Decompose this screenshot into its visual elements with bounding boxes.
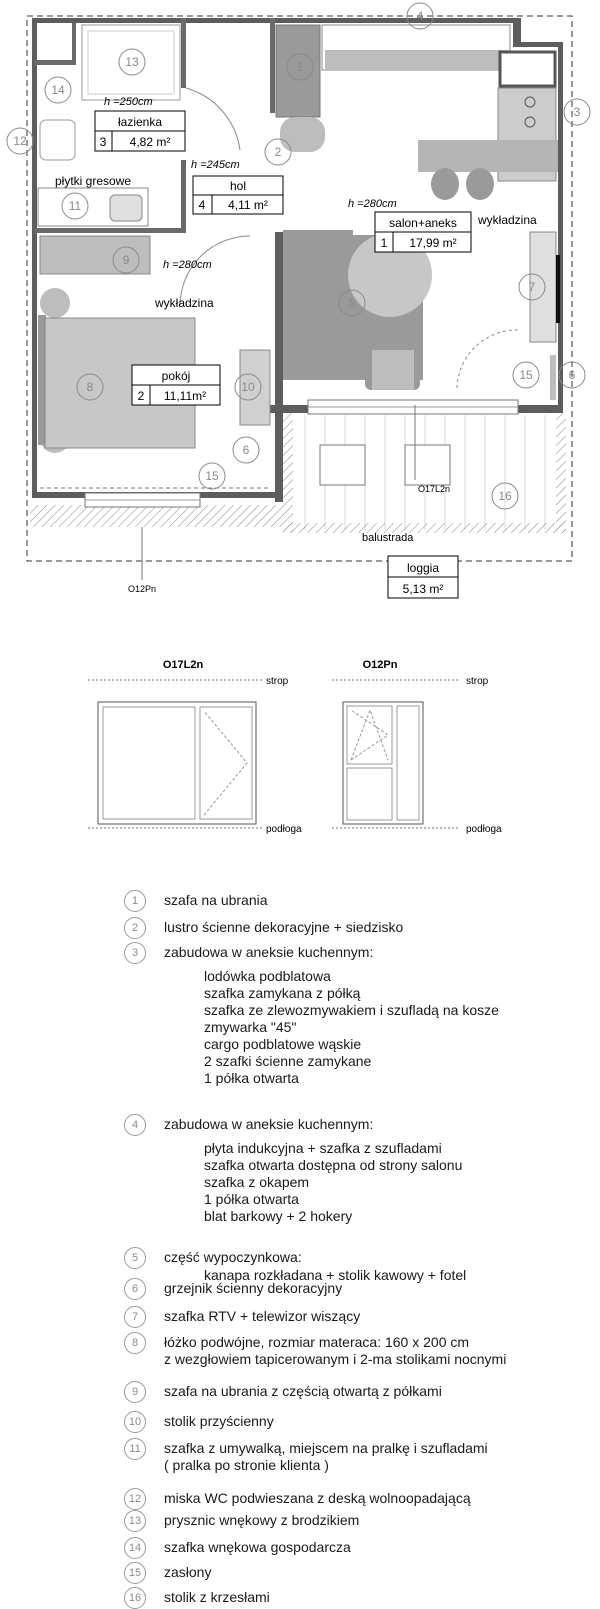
balustrade-hatch-bottom: [283, 523, 566, 533]
legend-text: zabudowa w aneksie kuchennym:: [164, 944, 374, 960]
elev-right-strop: strop: [466, 676, 489, 687]
marker-13: 13: [125, 55, 139, 69]
room-num-hol: 4: [198, 198, 206, 212]
balustrade-label: balustrada: [362, 532, 414, 544]
marker-10: 10: [241, 380, 255, 394]
legend-number: 7: [124, 1306, 146, 1328]
height-salon: h =280cm: [348, 198, 397, 210]
bar-counter: [418, 140, 558, 172]
bar-stool-2: [466, 168, 494, 200]
legend-subitem: szafka otwarta dostępna od strony salonu: [204, 1157, 463, 1173]
marker-5: 5: [348, 296, 356, 310]
marker-1: 1: [296, 60, 304, 74]
elev-right-title: O12Pn: [362, 659, 398, 671]
loggia-chair-2: [405, 445, 450, 485]
legend-subitem: szafka z okapem: [204, 1174, 310, 1190]
legend-text: lustro ścienne dekoracyjne + siedzisko: [164, 919, 404, 935]
legend-text: szafa na ubrania: [164, 892, 268, 908]
legend-number: 8: [124, 1332, 146, 1354]
legend-number: 1: [124, 890, 146, 912]
room-area-lazienka: 4,82 m²: [129, 135, 171, 149]
marker-12: 12: [13, 134, 27, 148]
marker-16: 16: [498, 489, 512, 503]
legend-text: zasłony: [164, 1564, 212, 1580]
legend-subitem: blat barkowy + 2 hokery: [204, 1208, 353, 1224]
legend-number: 9: [124, 1381, 146, 1403]
radiator: [550, 355, 556, 400]
room-name-pokoj: pokój: [161, 369, 191, 383]
legend-subitem: 1 półka otwarta: [204, 1191, 299, 1207]
elev-right-podloga: podłoga: [466, 824, 502, 835]
legend-number: 13: [124, 1510, 146, 1532]
legend-number: 14: [124, 1537, 146, 1559]
marker-2: 2: [274, 145, 282, 159]
elev-left-strop: strop: [266, 676, 289, 687]
legend-text: prysznic wnękowy z brodzikiem: [164, 1512, 360, 1528]
legend-number: 3: [124, 942, 146, 964]
legend-number: 15: [124, 1562, 146, 1584]
legend-subitem: szafka ze zlewozmywakiem i szufladą na kosze: [204, 1002, 499, 1018]
bar-stool-1: [431, 168, 459, 200]
legend-number: 12: [124, 1488, 146, 1510]
balustrade-hatch-left: [283, 413, 293, 533]
legend-text: szafka z umywalką, miejscem na pralkę i szufladami: [164, 1440, 488, 1456]
balustrade-hatch-right: [556, 413, 566, 533]
legend-subitem: ( pralka po stronie klienta ): [164, 1457, 329, 1473]
kitchen-counter: [325, 50, 510, 70]
room-area-salon: 17,99 m²: [409, 236, 457, 250]
room-num-pokoj: 2: [137, 389, 145, 403]
marker-6-radiator: 6: [568, 368, 576, 382]
door-loggia: [457, 330, 520, 388]
tv: [556, 255, 560, 323]
marker-8: 8: [86, 380, 94, 394]
legend-subitem: zmywarka "45": [204, 1019, 297, 1035]
legend-text: szafka wnękowa gospodarcza: [164, 1539, 351, 1555]
legend-number: 10: [124, 1411, 146, 1433]
legend-subitem: szafka zamykana z półką: [204, 985, 361, 1001]
marker-11: 11: [68, 199, 82, 213]
legend-text: szafa na ubrania z częścią otwartą z półkami: [164, 1383, 442, 1399]
legend-subitem: lodówka podblatowa: [204, 968, 331, 984]
marker-7: 7: [528, 280, 536, 294]
legend-text: zabudowa w aneksie kuchennym:: [164, 1116, 374, 1132]
legend-subitem: kanapa rozkładana + stolik kawowy + fotel: [204, 1267, 467, 1283]
marker-9: 9: [122, 253, 130, 267]
nightstand-1: [40, 288, 70, 318]
room-num-lazienka: 3: [99, 135, 107, 149]
marker-6-bedroom: 6: [242, 443, 250, 457]
legend-number: 2: [124, 917, 146, 939]
legend-subitem: 1 półka otwarta: [204, 1070, 299, 1086]
legend-text: stolik przyścienny: [164, 1413, 274, 1429]
marker-4: 4: [416, 9, 424, 23]
legend-text: grzejnik ścienny dekoracyjny: [164, 1280, 343, 1296]
legend-subitem: cargo podblatowe wąskie: [204, 1036, 362, 1052]
legend-text: miska WC podwieszana z deską wolnoopadającą: [164, 1490, 471, 1506]
legend-subitem: płyta indukcyjna + szafka z szufladami: [204, 1140, 442, 1156]
legend-text: łóżko podwójne, rozmiar materaca: 160 x 200 cm: [164, 1334, 470, 1350]
mirror-seat: [280, 117, 325, 152]
washbasin-bowl: [110, 195, 142, 221]
legend-subitem: z wezgłowiem tapicerowanym i 2-ma stolikami nocnymi: [164, 1351, 507, 1367]
legend-number: 4: [124, 1114, 146, 1136]
floor-pokoj: wykładzina: [155, 296, 214, 310]
height-lazienka: h =250cm: [104, 96, 153, 108]
kitchen-corner: [500, 52, 555, 86]
marker-3: 3: [573, 105, 581, 119]
window-label-large: O17L2n: [418, 484, 451, 494]
marker-15-salon: 15: [519, 368, 533, 382]
elev-left-frame: [98, 702, 256, 824]
legend-number: 6: [124, 1278, 146, 1300]
legend-number: 11: [124, 1438, 146, 1460]
elev-left-podloga: podłoga: [266, 824, 302, 835]
room-area-loggia: 5,13 m²: [402, 582, 444, 596]
height-hol: h =245cm: [191, 159, 240, 171]
legend-text: stolik z krzesłami: [164, 1589, 270, 1605]
window-label-small: O12Pn: [127, 584, 157, 594]
armchair-seat: [372, 350, 414, 390]
room-name-loggia: loggia: [406, 561, 440, 575]
floor-salon: wykładzina: [478, 213, 537, 227]
legend-text: szafka RTV + telewizor wiszący: [164, 1308, 361, 1324]
room-area-pokoj: 11,11m²: [163, 389, 207, 403]
marker-14: 14: [51, 83, 65, 97]
legend: [0, 890, 600, 1608]
legend-text: część wypoczynkowa:: [164, 1249, 302, 1265]
legend-number: 5: [124, 1247, 146, 1269]
room-name-lazienka: łazienka: [117, 115, 163, 129]
loggia-chair-1: [320, 445, 365, 485]
legend-subitem: 2 szafki ścienne zamykane: [204, 1053, 372, 1069]
elev-left-title: O17L2n: [162, 659, 204, 671]
marker-15-bedroom: 15: [205, 469, 219, 483]
wc-bowl: [40, 120, 75, 160]
height-pokoj: h =280cm: [163, 259, 212, 271]
room-num-salon: 1: [380, 236, 388, 250]
door-bath: [186, 88, 240, 150]
wardrobe-9: [40, 236, 150, 274]
room-area-hol: 4,11 m²: [228, 198, 268, 212]
room-name-salon: salon+aneks: [389, 216, 457, 230]
elev-right-frame: [343, 702, 423, 824]
legend-number: 16: [124, 1587, 146, 1609]
bottom-wall-hatch: [30, 505, 283, 527]
room-name-hol: hol: [229, 179, 247, 193]
floor-lazienka: płytki gresowe: [55, 174, 132, 188]
